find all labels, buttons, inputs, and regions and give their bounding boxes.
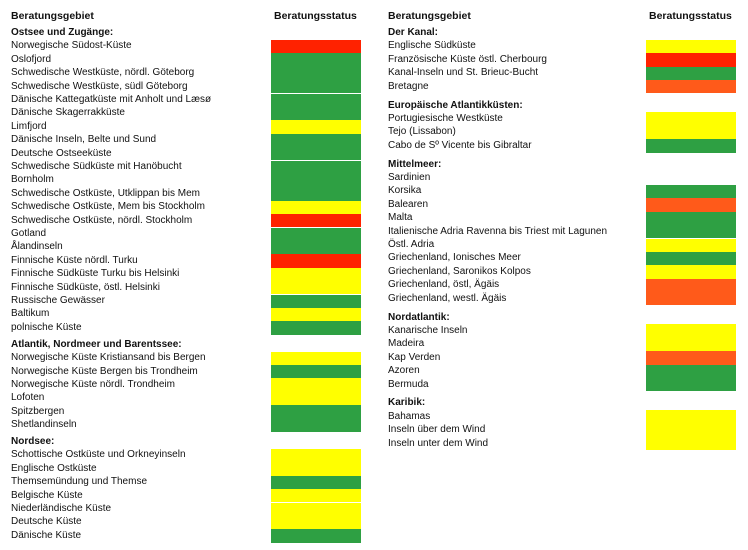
right-status-header: Beratungsstatus (649, 10, 732, 22)
region-label: Italienische Adria Ravenna bis Triest mit Lagunen (388, 225, 608, 237)
region-label: Bermuda (388, 378, 429, 390)
region-label: Dänische Inseln, Belte und Sund (11, 134, 157, 146)
region-label: Balearen (388, 198, 429, 210)
region-label: Norwegische Südost-Küste (11, 40, 132, 52)
region-label: Schwedische Westküste, südl Göteborg (11, 80, 188, 92)
status-bar-yellow (271, 503, 361, 516)
region-label: Dänische Küste (11, 529, 82, 541)
section-heading: Mittelmeer: (388, 158, 442, 170)
region-label: Bretagne (388, 80, 429, 92)
region-label: Norwegische Küste Kristiansand bis Bergen (11, 352, 206, 364)
region-label: Griechenland, Saronikos Kolpos (388, 265, 531, 277)
region-label: Schwedische Ostküste, nördl. Stockholm (11, 214, 193, 226)
status-bar-yellow (271, 462, 361, 475)
status-bar-green (271, 134, 361, 147)
status-bar-green (271, 228, 361, 241)
status-bar-yellow (271, 201, 361, 214)
region-label: Madeira (388, 338, 425, 350)
section-heading: Atlantik, Nordmeer und Barentssee: (11, 338, 182, 350)
status-bar-yellow (271, 392, 361, 405)
status-bar-yellow (646, 324, 736, 337)
status-bar-green (646, 185, 736, 198)
region-label: Niederländische Küste (11, 503, 112, 514)
status-bar-green (271, 241, 361, 254)
section-heading: Nordsee: (11, 436, 55, 447)
region-label: Gotland (11, 228, 47, 239)
status-bar-yellow (646, 112, 736, 125)
region-label: Deutsche Küste (11, 516, 82, 528)
status-bar-yellow (271, 352, 361, 365)
section-heading: Der Kanal: (388, 27, 439, 38)
region-label: Belgische Küste (11, 489, 83, 501)
region-label: Finnische Küste nördl. Turku (11, 254, 138, 266)
status-bar-yellow (271, 120, 361, 133)
region-label: Russische Gewässer (11, 295, 105, 306)
status-bar-yellow (646, 126, 736, 139)
status-bar-yellow (271, 489, 361, 502)
status-bar-red (271, 254, 361, 267)
status-bar-green (646, 225, 736, 238)
status-bar-orange (646, 351, 736, 364)
status-bar-green (646, 252, 736, 265)
status-bar-green (271, 295, 361, 308)
status-bar-yellow (646, 265, 736, 278)
region-label: Oslofjord (11, 53, 52, 65)
region-label: Tejo (Lissabon) (388, 126, 456, 138)
region-label: polnische Küste (11, 321, 82, 333)
region-label: Ålandinseln (11, 241, 63, 253)
region-label: Dänische Kattegatküste mit Anholt und Læsø (11, 94, 212, 105)
region-label: Inseln unter dem Wind (388, 437, 489, 449)
region-label: Norwegische Küste Bergen bis Trondheim (11, 365, 198, 377)
status-bar-yellow (646, 239, 736, 252)
status-bar-yellow (271, 378, 361, 391)
status-bar-yellow (646, 424, 736, 437)
status-bar-yellow (646, 437, 736, 450)
status-bar-green (271, 80, 361, 93)
status-bar-green (271, 476, 361, 489)
section-heading: Europäische Atlantikküsten: (388, 99, 523, 111)
status-bar-green (271, 174, 361, 187)
status-bar-green (646, 67, 736, 80)
status-bar-yellow (271, 308, 361, 321)
status-bar-orange (646, 80, 736, 93)
status-bar-green (646, 365, 736, 378)
right-area-header: Beratungsgebiet (388, 10, 471, 22)
region-label: Finnische Südküste Turku bis Helsinki (11, 268, 180, 280)
region-label: Englische Südküste (388, 40, 476, 52)
status-bar-green (271, 94, 361, 107)
region-label: Bornholm (11, 174, 54, 186)
region-label: Sardinien (388, 172, 431, 183)
section-heading: Ostsee und Zugänge: (11, 27, 114, 38)
status-bar-green (271, 53, 361, 66)
status-bar-green (271, 161, 361, 174)
region-label: Korsika (388, 185, 422, 197)
region-label: Griechenland, östl, Ägäis (388, 279, 500, 291)
region-label: Französische Küste östl. Cherbourg (388, 53, 547, 65)
region-label: Kanal-Inseln und St. Brieuc-Bucht (388, 67, 539, 79)
region-label: Azoren (388, 365, 420, 377)
status-bar-yellow (271, 516, 361, 529)
region-label: Schwedische Ostküste, Utklippan bis Mem (11, 187, 200, 199)
region-label: Finnische Südküste, östl. Helsinki (11, 281, 160, 293)
section-heading: Karibik: (388, 397, 426, 409)
status-bar-green (646, 378, 736, 391)
region-label: Englische Ostküste (11, 462, 97, 474)
status-bar-green (271, 365, 361, 378)
region-label: Baltikum (11, 308, 50, 320)
region-label: Spitzbergen (11, 405, 65, 417)
status-bar-green (271, 321, 361, 334)
status-bar-green (271, 419, 361, 432)
region-label: Schottische Ostküste und Orkneyinseln (11, 449, 186, 461)
status-bar-green (271, 67, 361, 80)
region-label: Deutsche Ostseeküste (11, 147, 112, 159)
region-label: Limfjord (11, 120, 47, 132)
status-bar-orange (646, 198, 736, 211)
status-bar-green (271, 107, 361, 120)
region-label: Malta (388, 212, 413, 224)
section-heading: Nordatlantik: (388, 311, 450, 323)
region-label: Griechenland, westl. Ägäis (388, 292, 507, 304)
status-bar-green (646, 212, 736, 225)
status-bar-red (271, 214, 361, 227)
region-label: Kap Verden (388, 351, 441, 363)
status-bar-yellow (271, 268, 361, 281)
status-bar-green (271, 529, 361, 542)
region-label: Norwegische Küste nördl. Trondheim (11, 378, 175, 390)
status-bar-yellow (646, 338, 736, 351)
status-bar-orange (646, 292, 736, 305)
status-bar-orange (646, 279, 736, 292)
region-label: Portugiesische Westküste (388, 112, 503, 124)
region-label: Schwedische Westküste, nördl. Göteborg (11, 67, 195, 79)
region-label: Shetlandinseln (11, 419, 77, 431)
status-bar-red (271, 40, 361, 53)
status-bar-yellow (271, 449, 361, 462)
status-bar-green (271, 187, 361, 200)
status-bar-green (271, 405, 361, 418)
status-bar-yellow (646, 40, 736, 53)
status-bar-yellow (646, 410, 736, 423)
left-area-header: Beratungsgebiet (11, 10, 94, 22)
region-label: Themsemündung und Themse (11, 476, 148, 488)
region-label: Lofoten (11, 392, 45, 404)
region-label: Schwedische Südküste mit Hanöbucht (11, 161, 182, 172)
region-label: Dänische Skagerrakküste (11, 107, 125, 119)
region-label: Inseln über dem Wind (388, 424, 486, 436)
left-status-header: Beratungsstatus (274, 10, 357, 22)
status-bar-green (271, 147, 361, 160)
status-bar-yellow (271, 281, 361, 294)
region-label: Griechenland, Ionisches Meer (388, 252, 521, 264)
region-label: Bahamas (388, 410, 431, 422)
region-label: Östl. Adria (388, 239, 435, 250)
region-label: Schwedische Ostküste, Mem bis Stockholm (11, 201, 205, 213)
status-bar-green (646, 139, 736, 152)
region-label: Kanarische Inseln (388, 324, 468, 336)
status-bar-red (646, 53, 736, 66)
region-label: Cabo de Sº Vicente bis Gibraltar (388, 139, 532, 151)
